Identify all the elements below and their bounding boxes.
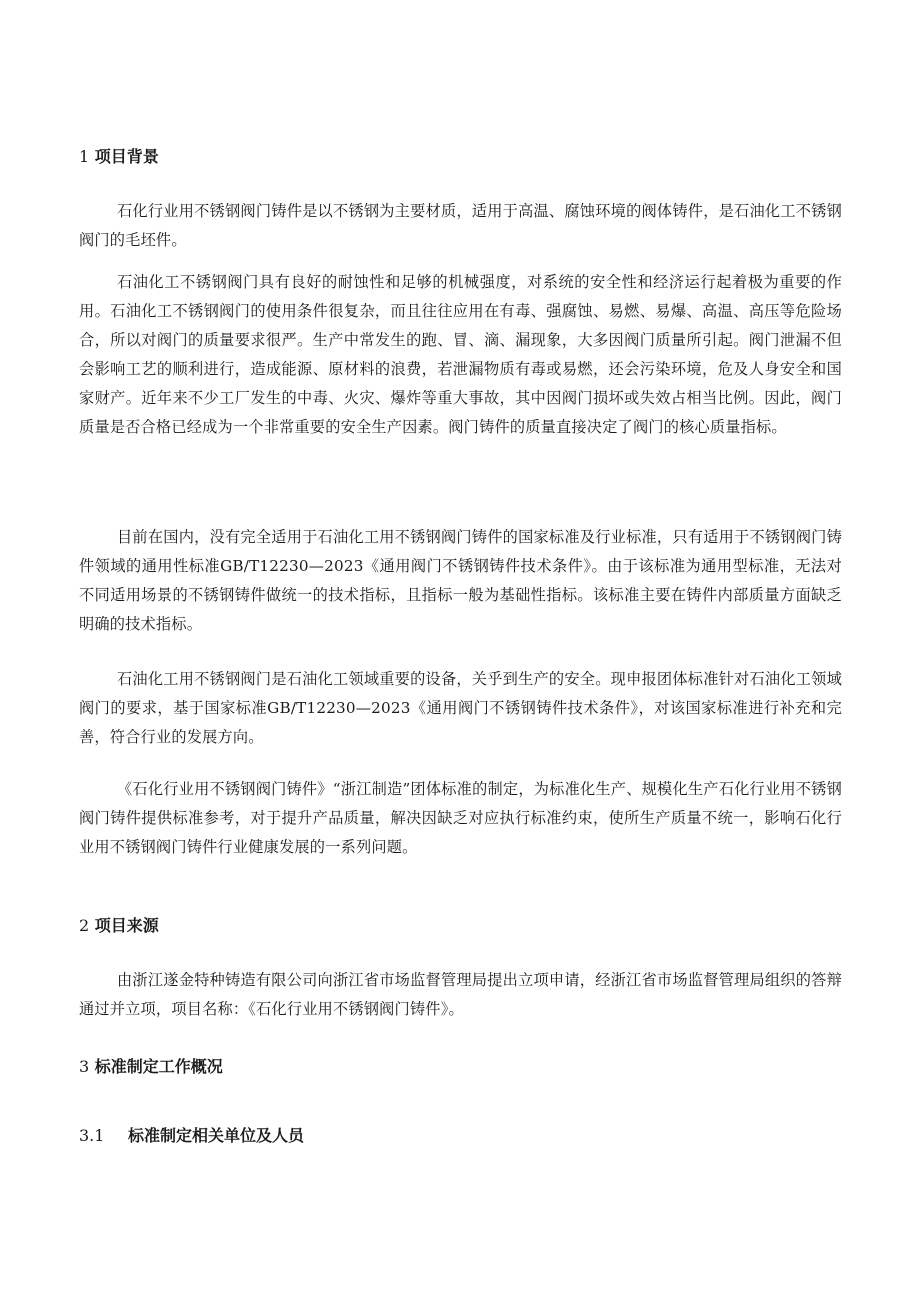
section-title: 项目背景	[94, 147, 159, 166]
paragraph: 由浙江遂金特种铸造有限公司向浙江省市场监督管理局提出立项申请，经浙江省市场监督管理局组织的答辩通过并立项，项目名称：《石化行业用不锈钢阀门铸件》。	[79, 971, 842, 1018]
paragraph: 石油化工用不锈钢阀门是石油化工领域重要的设备，关乎到生产的安全。现申报团体标准针对石油化工领域阀门的要求，基于国家标准GB/T12230—2023《通用阀门不锈钢铸件技术条件》，对该国家标准进行补充和完善，符合行业的发展方向。	[79, 670, 842, 746]
section-heading-3	[79, 1054, 223, 1077]
subsection-heading-3-1	[79, 1123, 304, 1146]
section-title: 项目来源	[94, 916, 159, 935]
section-heading-2	[79, 913, 159, 936]
section-number: 1	[79, 147, 90, 166]
section-number: 3	[79, 1057, 90, 1076]
section-title: 标准制定工作概况	[94, 1057, 223, 1076]
paragraph: 《石化行业用不锈钢阀门铸件》“浙江制造”团体标准的制定，为标准化生产、规模化生产石化行业用不锈钢阀门铸件提供标准参考，对于提升产品质量，解决因缺乏对应执行标准约束，使所生产质量不统一，影响石化行业用不锈钢阀门铸件行业健康发展的一系列问题。	[79, 780, 842, 856]
paragraph: 目前在国内，没有完全适用于石油化工用不锈钢阀门铸件的国家标准及行业标准，只有适用于不锈钢阀门铸件领域的通用性标准GB/T12230—2023《通用阀门不锈钢铸件技术条件》。由于该标准为通用型标准，无法对不同适用场景的不锈钢铸件做统一的技术指标，且指标一般为基础性指标。该标准主要在铸件内部质量方面缺乏明确的技术指标。	[79, 528, 842, 633]
section-number: 2	[79, 916, 90, 935]
section-heading-1	[79, 144, 159, 167]
paragraph: 石化行业用不锈钢阀门铸件是以不锈钢为主要材质，适用于高温、腐蚀环境的阀体铸件，是石油化工不锈钢阀门的毛坯件。	[79, 202, 842, 249]
section-number: 3.1	[79, 1126, 105, 1145]
paragraph: 石油化工不锈钢阀门具有良好的耐蚀性和足够的机械强度，对系统的安全性和经济运行起着极为重要的作用。石油化工不锈钢阀门的使用条件很复杂，而且往往应用在有毒、强腐蚀、易燃、易爆、高温、高压等危险场合，所以对阀门的质量要求很严。生产中常发生的跑、冒、滴、漏现象，大多因阀门质量所引起。阀门泄漏不但会影响工艺的顺利进行，造成能源、原材料的浪费，若泄漏物质有毒或易燃，还会污染环境，危及人身安全和国家财产。近年来不少工厂发生的中毒、火灾、爆炸等重大事故，其中因阀门损坏或失效占相当比例。因此，阀门质量是否合格已经成为一个非常重要的安全生产因素。阀门铸件的质量直接决定了阀门的核心质量指标。	[79, 273, 842, 436]
section-title: 标准制定相关单位及人员	[128, 1126, 305, 1145]
